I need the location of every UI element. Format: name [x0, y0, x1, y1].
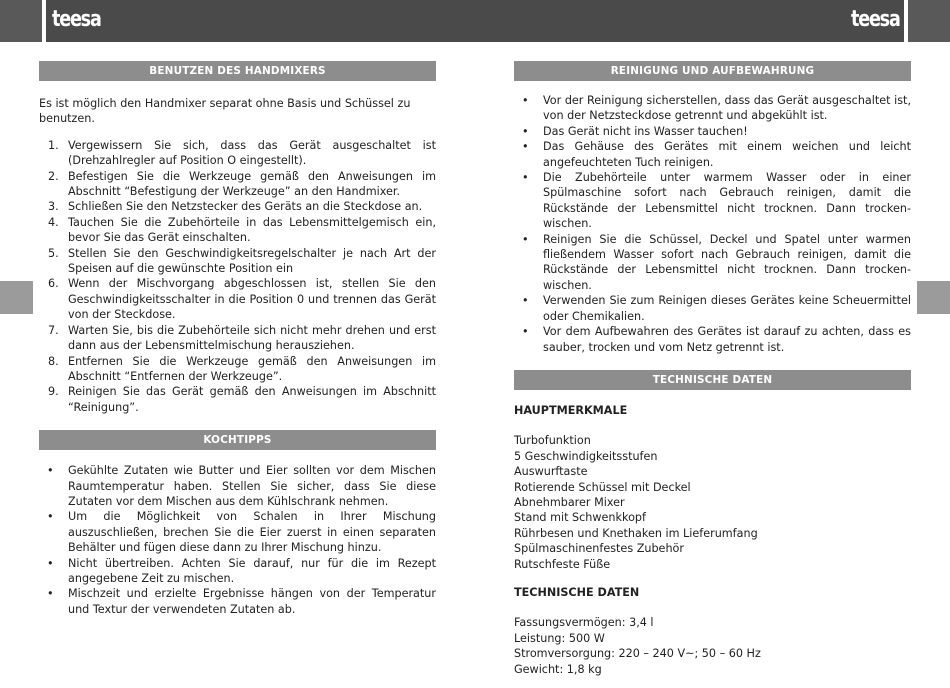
- step-number: 8.: [48, 354, 59, 368]
- section-header-reinigung: REINIGUNG UND AUFBEWAHRUNG: [514, 61, 911, 81]
- feature-item: Turbofunktion: [514, 434, 591, 448]
- step-text: Schließen Sie den Netzstecker des Geräts an die Steckdose an.: [68, 200, 423, 214]
- brand-logo-left: teesa: [52, 7, 101, 32]
- feature-item: Stand mit Schwenkkopf: [514, 511, 646, 525]
- step-text: Warten Sie, bis die Zubehörteile sich nicht mehr drehen und erst dann aus der Lebensmittelmischung herausziehen.: [68, 323, 436, 353]
- step-number: 5.: [48, 246, 59, 260]
- step-text: Vergewissern Sie sich, dass das Gerät ausgeschaltet ist (Drehzahlregler auf Position O eingestellt).: [68, 138, 436, 168]
- list-item: • Das Gerät nicht ins Wasser tauchen!: [514, 124, 911, 139]
- list-item: [39, 246, 436, 277]
- right-column: [514, 61, 911, 677]
- cleaning-list: [514, 93, 911, 355]
- step-text: Entfernen Sie die Werkzeuge gemäß den Anweisungen im Abschnitt “Entfernen der Werkzeuge”.: [68, 354, 436, 383]
- feature-item: Rührbesen und Knethaken im Lieferumfang: [514, 526, 758, 540]
- step-text: Tauchen Sie die Zubehörteile in das Lebensmittelgemisch ein, bevor Sie das Gerät einschalten.: [68, 215, 436, 245]
- corner-block-right: [908, 0, 950, 42]
- specs-heading: TECHNISCHE DATEN: [514, 585, 640, 599]
- list-item: [39, 199, 436, 214]
- list-item: • Reinigen Sie die Schüssel, Deckel und Spatel unter warmen fließendem Wasser sofort nach Gebrauch reinigen, damit die Rückstände der Lebensmittel nicht trocknen. Dann trocken-wischen.: [514, 232, 911, 294]
- list-item: [39, 354, 436, 385]
- list-item: [39, 323, 436, 354]
- spec-item: Fassungsvermögen: 3,4 l: [514, 616, 654, 630]
- feature-item: Rotierende Schüssel mit Deckel: [514, 480, 691, 494]
- list-item: [39, 384, 436, 415]
- page-side-tab-left: [0, 281, 33, 314]
- header-band: [46, 0, 904, 42]
- feature-item: Auswurftaste: [514, 465, 588, 479]
- list-item: [39, 215, 436, 246]
- list-item: • Vor dem Aufbewahren des Gerätes ist darauf zu achten, dass es sauber, trocken und vom Netz getrennt ist.: [514, 324, 911, 355]
- corner-block-left: [0, 0, 42, 42]
- instruction-list: [39, 138, 436, 415]
- page-side-tab-right: [917, 281, 950, 314]
- list-item: • Nicht übertreiben. Achten Sie darauf, nur für die im Rezept angegebene Zeit zu mischen.: [39, 556, 436, 587]
- spec-item: Stromversorgung: 220 – 240 V~; 50 – 60 Hz: [514, 647, 761, 661]
- step-number: 2.: [48, 169, 59, 183]
- step-number: 1.: [48, 138, 59, 152]
- feature-item: Abnehmbarer Mixer: [514, 495, 625, 509]
- features-heading: HAUPTMERKMALE: [514, 403, 628, 417]
- brand-logo-right: teesa: [851, 7, 900, 32]
- step-text: Wenn der Mischvorgang abgeschlossen ist, stellen Sie den Geschwindigkeitsschalter in die Position 0 und trennen das Gerät von der Steckdose.: [68, 277, 436, 322]
- feature-item: Spülmaschinenfestes Zubehör: [514, 542, 684, 556]
- tips-list: [39, 463, 436, 617]
- feature-item: 5 Geschwindigkeitsstufen: [514, 449, 658, 463]
- step-number: 3.: [48, 200, 59, 214]
- list-item: • Vor der Reinigung sicherstellen, dass das Gerät ausgeschaltet ist, von der Netzsteckdose getrennt und abgekühlt ist.: [514, 93, 911, 124]
- header-bar: [0, 0, 950, 42]
- list-item: [39, 138, 436, 169]
- section-header-handmixer: BENUTZEN DES HANDMIXERS: [39, 61, 436, 81]
- section-header-kochtipps: KOCHTIPPS: [39, 430, 436, 450]
- list-item: • Um die Möglichkeit von Schalen in Ihrer Mischung auszuschließen, brechen Sie die Eier zuerst in einen separaten Behälter und fügen diese dann zu Ihrer Mischung hinzu.: [39, 509, 436, 555]
- list-item: • Gekühlte Zutaten wie Butter und Eier sollten vor dem Mischen Raumtemperatur haben. Stellen Sie sicher, dass Sie diese Zutaten vor dem Mischen aus dem Kühlschrank nehmen.: [39, 463, 436, 509]
- step-text: Reinigen Sie das Gerät gemäß den Anweisungen im Abschnitt “Reinigung”.: [68, 385, 436, 414]
- spec-item: Gewicht: 1,8 kg: [514, 662, 602, 676]
- step-number: 7.: [48, 323, 59, 337]
- feature-item: Rutschfeste Füße: [514, 557, 611, 571]
- list-item: • Mischzeit und erzielte Ergebnisse hängen von der Temperatur und Textur der verwendeten Zutaten ab.: [39, 586, 436, 617]
- step-number: 6.: [48, 277, 59, 291]
- intro-paragraph: Es ist möglich den Handmixer separat ohne Basis und Schüssel zu benutzen.: [39, 97, 411, 126]
- list-item: • Verwenden Sie zum Reinigen dieses Gerätes keine Scheuermittel oder Chemikalien.: [514, 293, 911, 324]
- list-item: • Die Zubehörteile unter warmem Wasser oder in einer Spülmaschine sofort nach Gebrauch reinigen, damit die Rückstände der Lebensmittel nicht trocknen. Dann trocken-wischen.: [514, 170, 911, 232]
- spec-item: Leistung: 500 W: [514, 631, 605, 645]
- left-column: [39, 61, 436, 617]
- list-item: [39, 276, 436, 322]
- step-text: Stellen Sie den Geschwindigkeitsregelschalter je nach Art der Speisen auf die gewünschte Position ein: [68, 246, 436, 276]
- list-item: [39, 169, 436, 200]
- list-item: • Das Gehäuse des Gerätes mit einem weichen und leicht angefeuchteten Tuch reinigen.: [514, 139, 911, 170]
- section-header-technische-daten: TECHNISCHE DATEN: [514, 370, 911, 390]
- step-number: 9.: [48, 385, 59, 399]
- step-text: Befestigen Sie die Werkzeuge gemäß den Anweisungen im Abschnitt “Befestigung der Werkzeuge” an den Handmixer.: [68, 169, 436, 199]
- step-number: 4.: [48, 215, 59, 229]
